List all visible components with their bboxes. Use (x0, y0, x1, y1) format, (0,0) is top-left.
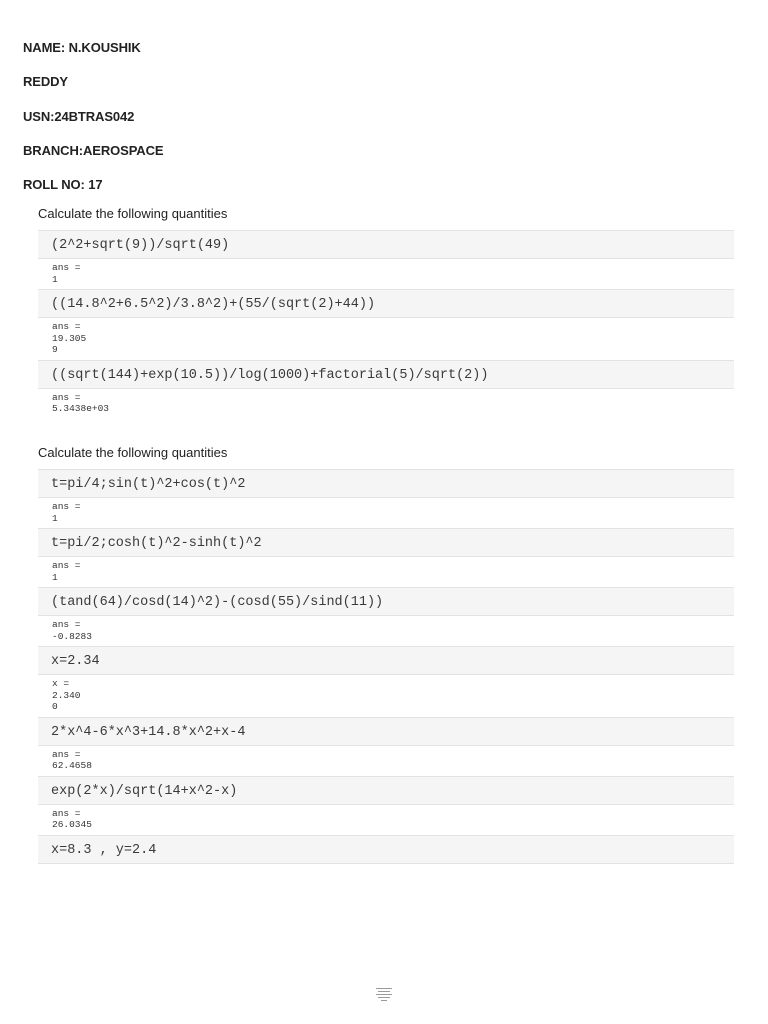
output-line: 0 (52, 701, 58, 712)
code-output (38, 498, 734, 528)
code-output (38, 259, 734, 289)
menu-lines-icon[interactable] (375, 985, 393, 1003)
output-line: ans = (52, 321, 81, 332)
output-line: ans = (52, 619, 81, 630)
output-line: 2.340 (52, 689, 81, 701)
section-intro: Calculate the following quantities (38, 445, 228, 460)
code-input[interactable]: t=pi/2;cosh(t)^2-sinh(t)^2 (38, 528, 734, 557)
output-line: x = (52, 678, 70, 689)
output-line: 1 (52, 512, 58, 524)
code-input[interactable]: 2*x^4-6*x^3+14.8*x^2+x-4 (38, 717, 734, 746)
output-line: ans = (52, 807, 81, 819)
code-output (38, 675, 734, 717)
code-input[interactable]: ((sqrt(144)+exp(10.5))/log(1000)+factorial(5)/sqrt(2)) (38, 360, 734, 389)
student-name-line-1: NAME: N.KOUSHIK (23, 40, 141, 55)
output-line: 1 (52, 571, 58, 583)
output-line: 26.0345 (52, 819, 92, 830)
output-line: ans = (52, 560, 81, 571)
output-line: ans = (52, 748, 81, 760)
student-roll-no: ROLL NO: 17 (23, 177, 103, 193)
student-name-line-2: REDDY (23, 74, 69, 90)
code-input[interactable]: x=8.3 , y=2.4 (38, 835, 734, 864)
code-output (38, 746, 734, 776)
student-usn: USN:24BTRAS042 (23, 108, 135, 124)
output-line: 19.305 (52, 332, 87, 344)
student-info (23, 40, 163, 211)
output-line: 1 (52, 273, 58, 285)
code-input[interactable]: (2^2+sqrt(9))/sqrt(49) (38, 230, 734, 259)
code-input[interactable]: t=pi/4;sin(t)^2+cos(t)^2 (38, 469, 734, 498)
output-line: ans = (52, 391, 81, 403)
code-output (38, 616, 734, 646)
calculation-section-1 (38, 206, 734, 419)
code-input[interactable]: x=2.34 (38, 646, 734, 675)
output-line: -0.8283 (52, 630, 92, 642)
output-line: ans = (52, 501, 81, 512)
calculation-section-2 (38, 445, 734, 864)
output-line: 62.4658 (52, 760, 92, 771)
output-line: 9 (52, 344, 58, 355)
code-input[interactable]: exp(2*x)/sqrt(14+x^2-x) (38, 776, 734, 805)
code-output (38, 389, 734, 419)
code-input[interactable]: (tand(64)/cosd(14)^2)-(cosd(55)/sind(11)) (38, 587, 734, 616)
code-output (38, 318, 734, 360)
output-line: ans = (52, 262, 81, 273)
student-branch: BRANCH:AEROSPACE (23, 142, 164, 158)
code-input[interactable]: ((14.8^2+6.5^2)/3.8^2)+(55/(sqrt(2)+44)) (38, 289, 734, 318)
code-output (38, 557, 734, 587)
code-output (38, 805, 734, 835)
section-intro: Calculate the following quantities (38, 206, 228, 221)
output-line: 5.3438e+03 (52, 403, 110, 414)
